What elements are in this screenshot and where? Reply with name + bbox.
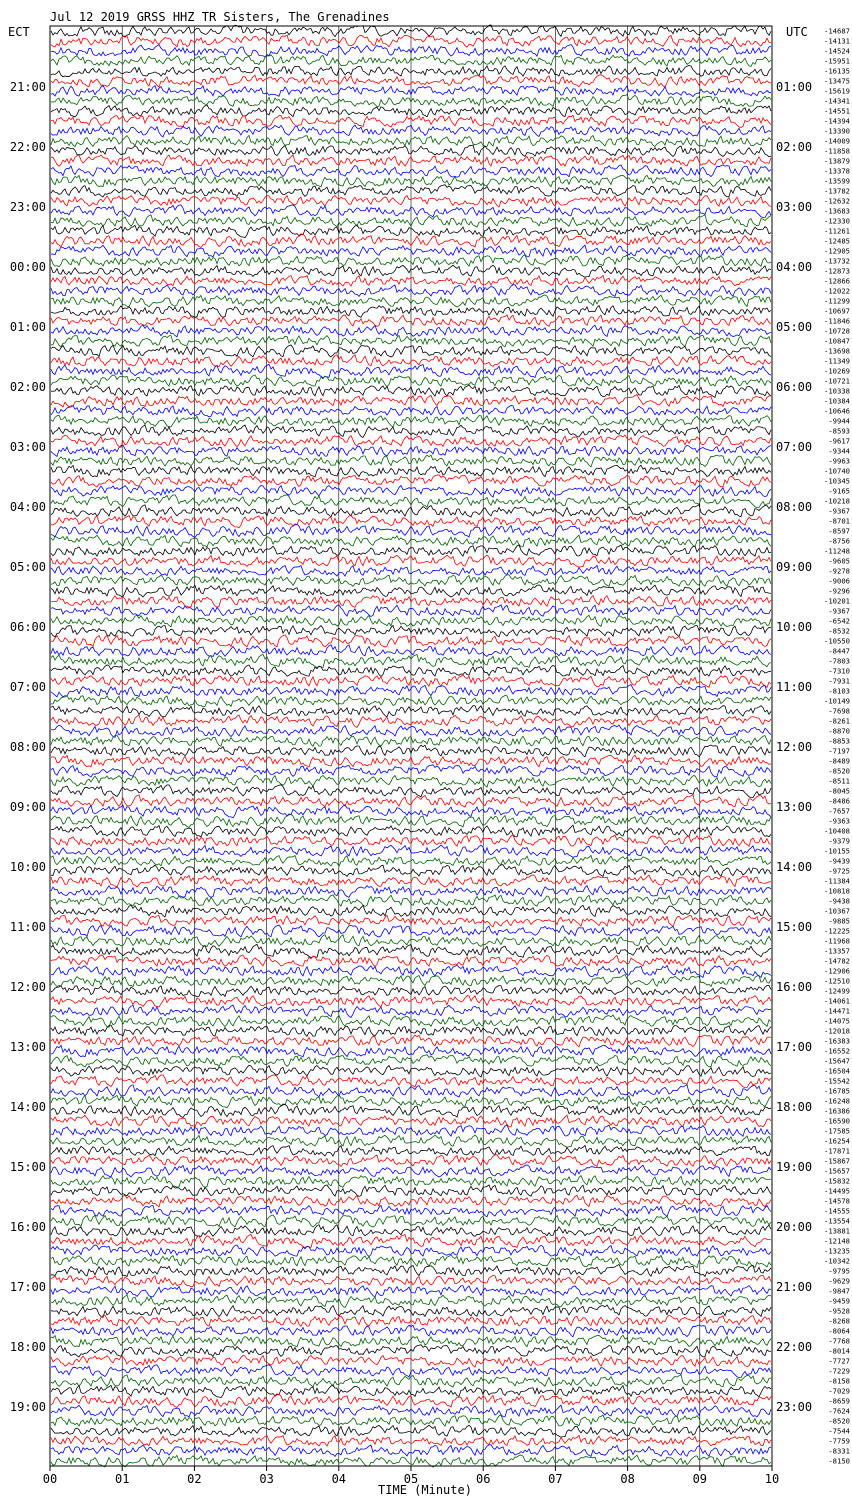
trace-offset-label: -7544 [828, 1426, 850, 1436]
trace-offset-label: -8150 [828, 1456, 850, 1466]
trace-offset-label: -14471 [824, 1006, 850, 1016]
trace-offset-label: -14341 [824, 96, 850, 106]
x-axis-label: TIME (Minute) [378, 1483, 472, 1497]
trace-offset-label: -7657 [828, 806, 850, 816]
trace-offset-label: -14555 [824, 1206, 850, 1216]
trace-offset-label: -16504 [824, 1066, 850, 1076]
chart-title: Jul 12 2019 GRSS HHZ TR Sisters, The Grenadines [50, 10, 390, 24]
trace-offset-label: -8853 [828, 736, 850, 746]
right-hour-label: 23:00 [776, 1400, 813, 1414]
trace-offset-label: -7727 [828, 1356, 850, 1366]
left-hour-label: 18:00 [9, 1340, 46, 1354]
trace-offset-labels [824, 27, 850, 1466]
trace-offset-label: -12022 [824, 286, 850, 296]
trace-offset-label: -8659 [828, 1396, 850, 1406]
trace-offset-label: -8486 [828, 796, 850, 806]
trace-offset-label: -13698 [824, 346, 850, 356]
trace-offset-label: -14495 [824, 1186, 850, 1196]
left-hour-label: 02:00 [9, 380, 46, 394]
left-hour-label: 12:00 [9, 980, 46, 994]
left-hour-label: 21:00 [9, 80, 46, 94]
trace-offset-label: -13390 [824, 126, 850, 136]
right-axis-label: UTC [786, 25, 808, 39]
left-hour-label: 08:00 [9, 740, 46, 754]
right-hour-label: 11:00 [776, 680, 813, 694]
trace-offset-label: -17585 [824, 1126, 850, 1136]
trace-offset-label: -12148 [824, 1236, 850, 1246]
left-hour-label: 01:00 [9, 320, 46, 334]
right-hour-label: 02:00 [776, 140, 813, 154]
trace-offset-label: -9367 [828, 606, 850, 616]
left-hour-label: 17:00 [9, 1280, 46, 1294]
left-hour-label: 00:00 [9, 260, 46, 274]
left-hour-label: 06:00 [9, 620, 46, 634]
trace-offset-label: -7624 [828, 1406, 850, 1416]
trace-offset-label: -7759 [828, 1436, 850, 1446]
trace-offset-label: -15867 [824, 1156, 850, 1166]
trace-offset-label: -9605 [828, 556, 850, 566]
x-tick-label: 10 [764, 1472, 780, 1486]
trace-offset-label: -12906 [824, 966, 850, 976]
trace-offset-label: -9439 [828, 856, 850, 866]
trace-offset-label: -7197 [828, 746, 850, 756]
right-hour-label: 17:00 [776, 1040, 813, 1054]
trace-offset-label: -13782 [824, 186, 850, 196]
trace-offset-label: -9629 [828, 1276, 850, 1286]
trace-offset-label: -14687 [824, 26, 850, 36]
trace-offset-label: -9165 [828, 486, 850, 496]
trace-offset-label: -8520 [828, 766, 850, 776]
trace-offset-label: -7931 [828, 676, 850, 686]
left-hour-label: 03:00 [9, 440, 46, 454]
trace-offset-label: -9438 [828, 896, 850, 906]
trace-offset-label: -9459 [828, 1296, 850, 1306]
trace-offset-label: -12018 [824, 1026, 850, 1036]
trace-offset-label: -8511 [828, 776, 850, 786]
trace-offset-label: -15951 [824, 56, 850, 66]
trace-offset-label: -10155 [824, 846, 850, 856]
trace-offset-label: -6542 [828, 616, 850, 626]
trace-offset-label: -12499 [824, 986, 850, 996]
trace-offset-label: -16135 [824, 66, 850, 76]
right-hour-label: 14:00 [776, 860, 813, 874]
trace-offset-label: -10338 [824, 386, 850, 396]
trace-offset-label: -11968 [824, 936, 850, 946]
trace-offset-label: -10345 [824, 476, 850, 486]
trace-offset-label: -8045 [828, 786, 850, 796]
trace-offset-label: -7803 [828, 656, 850, 666]
trace-offset-label: -10342 [824, 1256, 850, 1266]
trace-offset-label: -10367 [824, 906, 850, 916]
trace-offset-label: -8532 [828, 626, 850, 636]
trace-offset-label: -11261 [824, 226, 850, 236]
x-tick-label: 05 [403, 1472, 419, 1486]
trace-offset-label: -13732 [824, 256, 850, 266]
trace-offset-label: -16383 [824, 1036, 850, 1046]
right-hour-label: 19:00 [776, 1160, 813, 1174]
trace-offset-label: -8268 [828, 1316, 850, 1326]
trace-offset-label: -14524 [824, 46, 850, 56]
trace-offset-label: -14578 [824, 1196, 850, 1206]
trace-offset-label: -12632 [824, 196, 850, 206]
trace-offset-label: -14009 [824, 136, 850, 146]
trace-offset-label: -9847 [828, 1286, 850, 1296]
trace-offset-label: -8014 [828, 1346, 850, 1356]
right-hour-label: 12:00 [776, 740, 813, 754]
trace-offset-label: -8064 [828, 1326, 850, 1336]
trace-offset-label: -16254 [824, 1136, 850, 1146]
x-tick-label: 09 [692, 1472, 708, 1486]
trace-offset-label: -9617 [828, 436, 850, 446]
right-hour-label: 13:00 [776, 800, 813, 814]
left-hour-label: 19:00 [9, 1400, 46, 1414]
trace-offset-label: -9367 [828, 506, 850, 516]
trace-offset-label: -10408 [824, 826, 850, 836]
trace-offset-label: -13357 [824, 946, 850, 956]
trace-offset-label: -10728 [824, 326, 850, 336]
trace-offset-label: -17871 [824, 1146, 850, 1156]
left-hour-label: 23:00 [9, 200, 46, 214]
trace-offset-label: -12866 [824, 276, 850, 286]
trace-offset-label: -7029 [828, 1386, 850, 1396]
right-hour-label: 03:00 [776, 200, 813, 214]
right-hour-label: 16:00 [776, 980, 813, 994]
trace-offset-label: -13475 [824, 76, 850, 86]
left-hour-labels [10, 80, 46, 1414]
trace-offset-label: -14782 [824, 956, 850, 966]
trace-offset-label: -15542 [824, 1076, 850, 1086]
left-hour-label: 16:00 [9, 1220, 46, 1234]
left-hour-label: 15:00 [9, 1160, 46, 1174]
trace-offset-label: -12330 [824, 216, 850, 226]
right-hour-label: 07:00 [776, 440, 813, 454]
right-hour-label: 18:00 [776, 1100, 813, 1114]
trace-offset-label: -9885 [828, 916, 850, 926]
trace-offset-label: -11384 [824, 876, 850, 886]
trace-offset-label: -10201 [824, 596, 850, 606]
trace-offset-label: -13378 [824, 166, 850, 176]
right-hour-label: 22:00 [776, 1340, 813, 1354]
left-hour-label: 05:00 [9, 560, 46, 574]
trace-offset-label: -9296 [828, 586, 850, 596]
trace-offset-label: -13599 [824, 176, 850, 186]
trace-offset-label: -10646 [824, 406, 850, 416]
trace-offset-label: -10269 [824, 366, 850, 376]
trace-offset-label: -8701 [828, 516, 850, 526]
right-hour-label: 01:00 [776, 80, 813, 94]
trace-offset-label: -9006 [828, 576, 850, 586]
trace-offset-label: -10550 [824, 636, 850, 646]
x-tick-label: 00 [42, 1472, 58, 1486]
left-hour-label: 07:00 [9, 680, 46, 694]
trace-offset-label: -12873 [824, 266, 850, 276]
x-tick-label: 04 [331, 1472, 347, 1486]
right-hour-labels [776, 80, 812, 1414]
trace-offset-label: -11349 [824, 356, 850, 366]
trace-offset-label: -8597 [828, 526, 850, 536]
trace-offset-label: -16785 [824, 1086, 850, 1096]
right-hour-label: 21:00 [776, 1280, 813, 1294]
trace-offset-label: -16552 [824, 1046, 850, 1056]
trace-offset-label: -16590 [824, 1116, 850, 1126]
left-hour-label: 10:00 [9, 860, 46, 874]
time-grid [122, 26, 700, 1466]
x-tick-label: 01 [114, 1472, 130, 1486]
left-hour-label: 13:00 [9, 1040, 46, 1054]
right-hour-label: 06:00 [776, 380, 813, 394]
x-tick-label: 06 [475, 1472, 491, 1486]
trace-offset-label: -13881 [824, 1226, 850, 1236]
trace-offset-label: -9725 [828, 866, 850, 876]
trace-offset-label: -8870 [828, 726, 850, 736]
trace-offset-label: -13683 [824, 206, 850, 216]
trace-offset-label: -11846 [824, 316, 850, 326]
left-axis-label: ECT [8, 25, 30, 39]
trace-offset-label: -15832 [824, 1176, 850, 1186]
trace-offset-label: -8103 [828, 686, 850, 696]
trace-offset-label: -10818 [824, 886, 850, 896]
trace-offset-label: -13235 [824, 1246, 850, 1256]
right-hour-label: 20:00 [776, 1220, 813, 1234]
trace-offset-label: -14061 [824, 996, 850, 1006]
x-tick-label: 03 [259, 1472, 274, 1486]
trace-offset-label: -8158 [828, 1376, 850, 1386]
right-hour-label: 15:00 [776, 920, 813, 934]
trace-offset-label: -7310 [828, 666, 850, 676]
x-tick-label: 07 [548, 1472, 563, 1486]
trace-offset-label: -8489 [828, 756, 850, 766]
trace-offset-label: -7229 [828, 1366, 850, 1376]
trace-offset-label: -14551 [824, 106, 850, 116]
right-hour-label: 04:00 [776, 260, 813, 274]
trace-offset-label: -11248 [824, 546, 850, 556]
trace-offset-label: -10740 [824, 466, 850, 476]
trace-offset-label: -12225 [824, 926, 850, 936]
trace-offset-label: -9944 [828, 416, 850, 426]
trace-offset-label: -7698 [828, 706, 850, 716]
trace-offset-label: -12485 [824, 236, 850, 246]
trace-offset-label: -9795 [828, 1266, 850, 1276]
trace-offset-label: -10847 [824, 336, 850, 346]
trace-offset-label: -11299 [824, 296, 850, 306]
trace-offset-label: -12510 [824, 976, 850, 986]
trace-offset-label: -9528 [828, 1306, 850, 1316]
trace-offset-label: -14131 [824, 36, 850, 46]
trace-offset-label: -10149 [824, 696, 850, 706]
trace-offset-label: -9379 [828, 836, 850, 846]
trace-offset-label: -8261 [828, 716, 850, 726]
trace-offset-label: -16386 [824, 1106, 850, 1116]
trace-offset-label: -10218 [824, 496, 850, 506]
trace-offset-label: -15619 [824, 86, 850, 96]
left-hour-label: 22:00 [9, 140, 46, 154]
right-hour-label: 10:00 [776, 620, 813, 634]
trace-offset-label: -8756 [828, 536, 850, 546]
trace-offset-label: -13879 [824, 156, 850, 166]
trace-offset-label: -13554 [824, 1216, 850, 1226]
trace-offset-label: -12905 [824, 246, 850, 256]
trace-offset-label: -9963 [828, 456, 850, 466]
x-tick-label: 08 [620, 1472, 635, 1486]
trace-offset-label: -14394 [824, 116, 850, 126]
trace-offset-label: -9344 [828, 446, 850, 456]
trace-offset-label: -11858 [824, 146, 850, 156]
trace-offset-label: -8331 [828, 1446, 850, 1456]
trace-offset-label: -8593 [828, 426, 850, 436]
right-hour-label: 08:00 [776, 500, 813, 514]
trace-offset-label: -9278 [828, 566, 850, 576]
left-hour-label: 14:00 [9, 1100, 46, 1114]
left-hour-label: 11:00 [9, 920, 46, 934]
left-hour-label: 04:00 [9, 500, 46, 514]
trace-offset-label: -16248 [824, 1096, 850, 1106]
right-hour-label: 09:00 [776, 560, 813, 574]
trace-offset-label: -10721 [824, 376, 850, 386]
trace-offset-label: -9363 [828, 816, 850, 826]
trace-offset-label: -10697 [824, 306, 850, 316]
right-hour-label: 05:00 [776, 320, 813, 334]
x-tick-label: 02 [187, 1472, 202, 1486]
trace-offset-label: -14075 [824, 1016, 850, 1026]
trace-offset-label: -15657 [824, 1166, 850, 1176]
trace-offset-label: -8447 [828, 646, 850, 656]
left-hour-label: 09:00 [9, 800, 46, 814]
trace-offset-label: -8520 [828, 1416, 850, 1426]
trace-offset-label: -7768 [828, 1336, 850, 1346]
trace-offset-label: -15647 [824, 1056, 850, 1066]
trace-offset-label: -10384 [824, 396, 850, 406]
